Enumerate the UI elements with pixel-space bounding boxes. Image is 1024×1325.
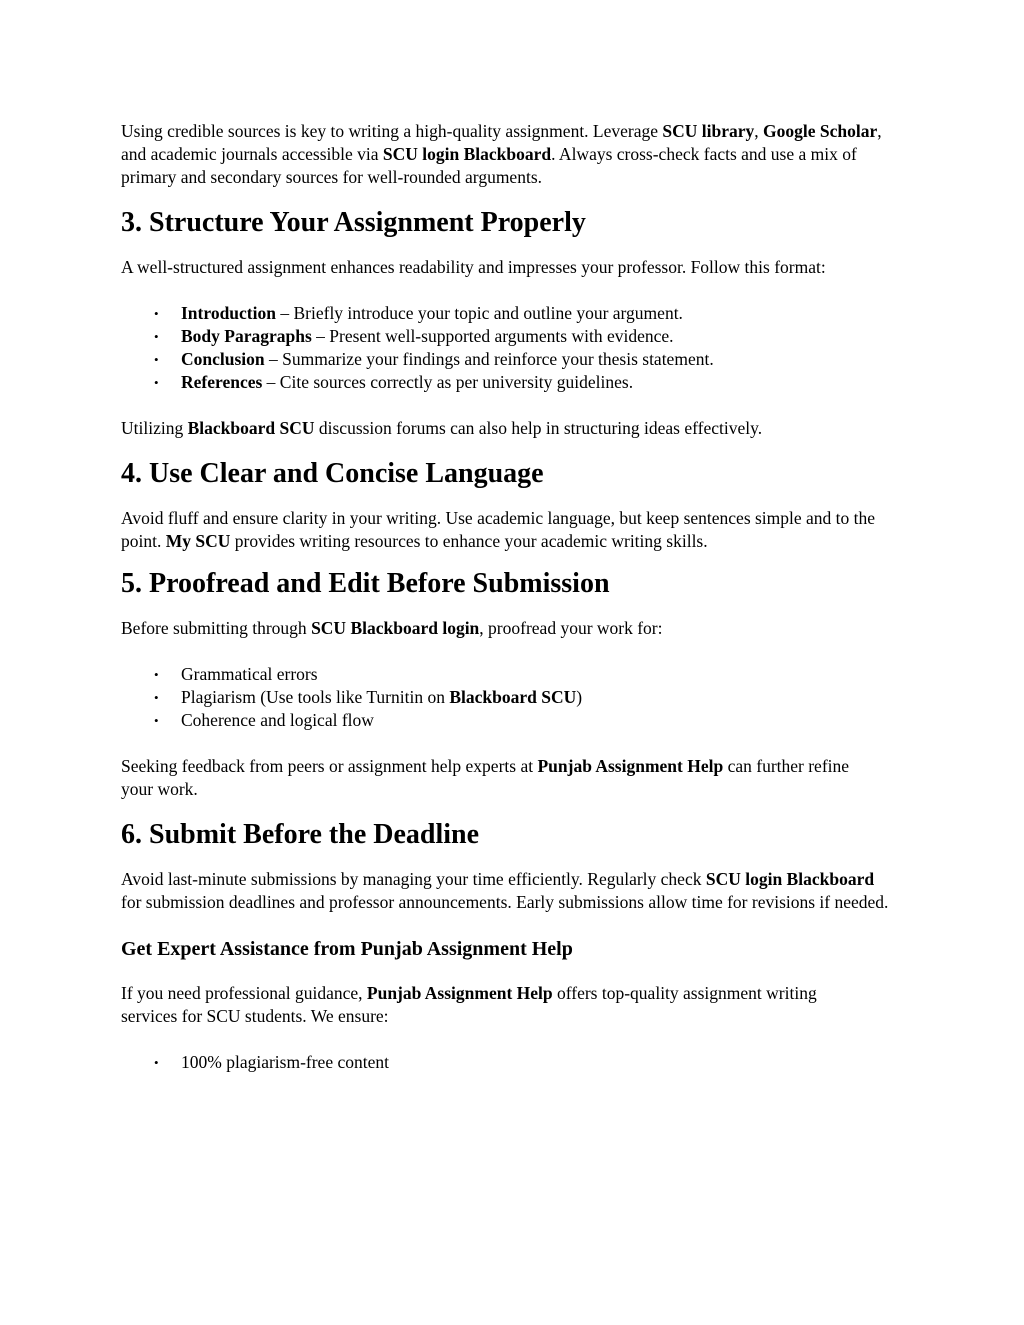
- list-item-text: 100% plagiarism-free content: [181, 1052, 389, 1072]
- list-item-desc: – Present well-supported arguments with evidence.: [311, 326, 674, 346]
- intro-bold-scu-login-blackboard: SCU login Blackboard: [382, 144, 552, 164]
- bullet-icon: •: [154, 306, 159, 321]
- section3-after-text-2: discussion forums can also help in structuring ideas effectively.: [314, 418, 763, 438]
- bullet-icon: •: [154, 352, 159, 367]
- section4-heading: 4. Use Clear and Concise Language: [121, 458, 544, 489]
- section4-bold-my-scu: My SCU: [165, 531, 231, 551]
- expert-text-1: If you need professional guidance,: [121, 983, 367, 1003]
- list-item-term: Body Paragraphs: [181, 326, 312, 346]
- section5-bold-scu-blackboard-login: SCU Blackboard login: [311, 618, 480, 638]
- expert-bold-punjab-assignment-help: Punjab Assignment Help: [366, 983, 553, 1003]
- section5-heading: 5. Proofread and Edit Before Submission: [121, 568, 610, 599]
- section3-after-text-1: Utilizing: [121, 418, 188, 438]
- list-item-term: References: [181, 372, 263, 392]
- intro-text-3: , and academic journals accessible via: [121, 121, 882, 164]
- section3-list: [121, 302, 911, 394]
- list-item: [121, 709, 911, 732]
- list-item: [121, 325, 911, 348]
- section5-after-text-1: Seeking feedback from peers or assignment help experts at: [121, 756, 538, 776]
- section5-after-paragraph: [121, 755, 861, 801]
- section5-after-bold: Punjab Assignment Help: [537, 756, 724, 776]
- intro-bold-google-scholar: Google Scholar: [763, 121, 878, 141]
- list-item-term: Introduction: [181, 303, 276, 323]
- section3-heading: 3. Structure Your Assignment Properly: [121, 207, 586, 238]
- list-item-desc: – Cite sources correctly as per university guidelines.: [262, 372, 634, 392]
- section5-text-1: Before submitting through: [121, 618, 312, 638]
- document-page: [121, 120, 911, 1074]
- section4-text-1: Avoid fluff and ensure clarity in your writing. Use academic language, but keep sentences simple and to the point.: [121, 508, 876, 551]
- list-item-desc: – Summarize your findings and reinforce your thesis statement.: [264, 349, 714, 369]
- section4-paragraph: [121, 507, 911, 553]
- bullet-icon: •: [154, 329, 159, 344]
- section6-heading: 6. Submit Before the Deadline: [121, 819, 480, 850]
- intro-text-1: Using credible sources is key to writing a high-quality assignment. Leverage: [121, 121, 663, 141]
- expert-paragraph: [121, 982, 871, 1028]
- section3-after-bold: Blackboard SCU: [187, 418, 315, 438]
- list-item-bold: Blackboard SCU: [449, 687, 577, 707]
- section3-after-paragraph: [121, 417, 911, 440]
- list-item: [121, 1051, 911, 1074]
- section5-text-2: , proofread your work for:: [479, 618, 663, 638]
- expert-heading: Get Expert Assistance from Punjab Assignment Help: [121, 938, 573, 960]
- intro-bold-scu-library: SCU library: [662, 121, 755, 141]
- section5-list: [121, 663, 911, 732]
- bullet-icon: •: [154, 375, 159, 390]
- list-item: [121, 348, 911, 371]
- section6-paragraph: [121, 868, 891, 914]
- intro-text-4: . Always cross-check facts and use a mix of primary and secondary sources for well-rounded arguments.: [121, 144, 857, 187]
- list-item-term: Conclusion: [181, 349, 265, 369]
- expert-text-2: offers top-quality assignment writing services for SCU students. We ensure:: [121, 983, 817, 1026]
- section3-paragraph: A well-structured assignment enhances readability and impresses your professor. Follow this format:: [121, 257, 826, 277]
- section5-paragraph: [121, 617, 911, 640]
- bullet-icon: •: [154, 1055, 159, 1070]
- bullet-icon: •: [154, 667, 159, 682]
- section4-text-2: provides writing resources to enhance your academic writing skills.: [230, 531, 708, 551]
- list-item: [121, 371, 911, 394]
- list-item-text: Coherence and logical flow: [181, 710, 374, 730]
- list-item-desc: – Briefly introduce your topic and outline your argument.: [275, 303, 683, 323]
- list-item: [121, 302, 911, 325]
- section6-text-2: for submission deadlines and professor announcements. Early submissions allow time for revisions if needed.: [121, 892, 889, 912]
- bullet-icon: •: [154, 713, 159, 728]
- bullet-icon: •: [154, 690, 159, 705]
- intro-text-2: ,: [754, 121, 764, 141]
- intro-paragraph: [121, 120, 891, 189]
- list-item-text: Plagiarism (Use tools like Turnitin on: [181, 687, 450, 707]
- list-item-text: Grammatical errors: [181, 664, 318, 684]
- list-item: [121, 686, 911, 709]
- list-item-text-end: ): [576, 687, 583, 707]
- section5-after-text-2: can further refine your work.: [121, 756, 850, 799]
- section6-text-1: Avoid last-minute submissions by managing your time efficiently. Regularly check: [121, 869, 706, 889]
- list-item: [121, 663, 911, 686]
- expert-list: [121, 1051, 911, 1074]
- section6-bold-scu-login-blackboard: SCU login Blackboard: [705, 869, 875, 889]
